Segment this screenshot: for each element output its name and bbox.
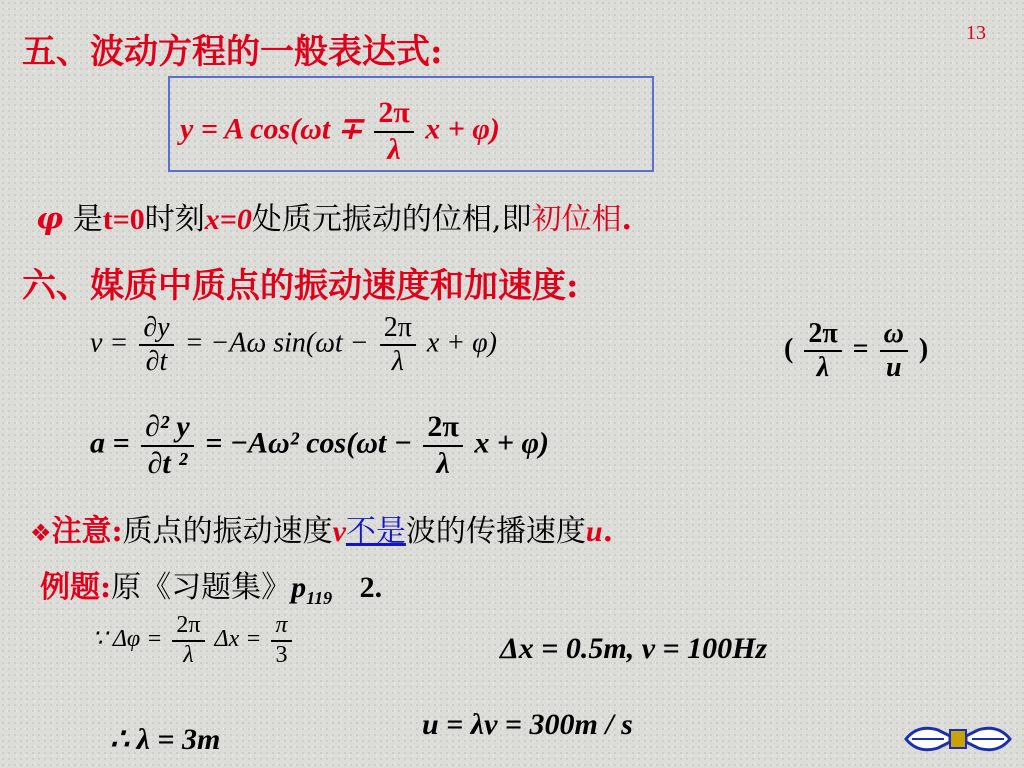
fraction-numerator: ω — [880, 318, 908, 352]
text-fragment: 质点的振动速度 — [122, 514, 333, 549]
fraction-numerator: 2π — [380, 312, 416, 346]
not-is-link[interactable]: 不是 — [345, 514, 406, 549]
wave-number-fraction — [423, 410, 462, 481]
wave-number-relation — [784, 318, 928, 384]
velocity-equation — [90, 312, 497, 378]
page-symbol: p — [291, 571, 307, 604]
velocity-symbol: v — [332, 515, 346, 548]
text-fragment: 波的传播速度 — [405, 514, 586, 549]
wave-equation — [180, 96, 500, 167]
fraction-denominator: λ — [436, 446, 450, 480]
x-zero: x=0 — [204, 203, 252, 236]
page-number: 13 — [966, 22, 986, 44]
fraction-denominator: u — [885, 352, 902, 384]
wave-equation-box — [168, 76, 654, 172]
relation-fraction-left — [804, 318, 841, 384]
paren-open: ( — [784, 333, 794, 365]
fraction-numerator: ∂y — [139, 312, 173, 346]
example-number: 2. — [359, 571, 383, 604]
wave-equation-fraction — [374, 96, 413, 167]
fraction-numerator: 2π — [423, 410, 462, 447]
page-subscript: 119 — [306, 588, 333, 608]
example-line — [40, 562, 382, 609]
section6-title: 六、媒质中质点的振动速度和加速度: — [22, 266, 579, 306]
velocity-rhs: x + φ) — [426, 327, 497, 359]
fraction-denominator: λ — [387, 132, 401, 166]
t-zero: t=0 — [102, 203, 145, 236]
diamond-bullet-icon: ❖ — [30, 519, 52, 547]
acceleration-lhs: a = — [90, 426, 130, 460]
text-fragment: 时刻 — [144, 202, 205, 237]
note-label: 注意: — [51, 514, 123, 549]
initial-phase-line — [36, 194, 632, 238]
fraction-denominator: 3 — [275, 641, 288, 668]
wave-speed-result: u = λν = 300m / s — [422, 708, 633, 741]
text-fragment: 处质元振动的位相,即 — [251, 202, 532, 237]
phase-difference-lhs: ∵ Δφ = — [92, 626, 163, 653]
fraction-numerator: 2π — [374, 96, 413, 133]
section5-title: 五、波动方程的一般表达式: — [22, 32, 443, 72]
initial-phase-term: 初位相 — [531, 202, 622, 237]
equals-sign: = — [852, 333, 869, 365]
wave-equation-lhs: y = A cos(ωt ∓ — [180, 112, 363, 146]
relation-fraction-right — [880, 318, 908, 384]
text-fragment: 是 — [72, 202, 103, 237]
wavelength-result: ∴ λ = 3m — [110, 723, 221, 756]
note-line — [30, 506, 613, 550]
example-source: 原《习题集》 — [111, 570, 292, 605]
paren-close: ) — [918, 333, 929, 365]
velocity-lhs: v = — [90, 327, 129, 359]
result-fraction — [271, 612, 291, 669]
partial-fraction — [139, 312, 173, 378]
fraction-numerator: ∂² y — [141, 410, 194, 447]
wave-speed-symbol: u — [585, 515, 603, 548]
example-label: 例题: — [40, 570, 112, 605]
period: . — [621, 202, 632, 237]
given-values: Δx = 0.5m, ν = 100Hz — [500, 632, 768, 665]
period: . — [602, 514, 614, 549]
fraction-denominator: λ — [816, 352, 830, 384]
wave-number-fraction — [380, 312, 416, 378]
fraction-numerator: 2π — [172, 612, 204, 642]
acceleration-equation — [90, 410, 549, 481]
wave-equation-rhs: x + φ) — [425, 112, 500, 146]
fraction-numerator: π — [271, 612, 291, 642]
fraction-denominator: λ — [391, 346, 404, 378]
phase-fraction — [172, 612, 204, 669]
phase-difference-middle: Δx = — [214, 626, 262, 653]
fraction-denominator: ∂t ² — [147, 446, 188, 480]
fraction-numerator: 2π — [804, 318, 841, 352]
velocity-middle: = −Aω sin(ωt − — [184, 327, 369, 359]
phi-symbol: φ — [36, 202, 64, 237]
acceleration-middle: = −Aω² cos(ωt − — [205, 426, 412, 460]
next-slide-arrow-icon[interactable] — [898, 716, 1018, 762]
second-partial-fraction — [141, 410, 194, 481]
phase-difference-equation — [92, 612, 296, 669]
fraction-denominator: ∂t — [145, 346, 168, 378]
acceleration-rhs: x + φ) — [474, 426, 549, 460]
fraction-denominator: λ — [183, 641, 194, 668]
